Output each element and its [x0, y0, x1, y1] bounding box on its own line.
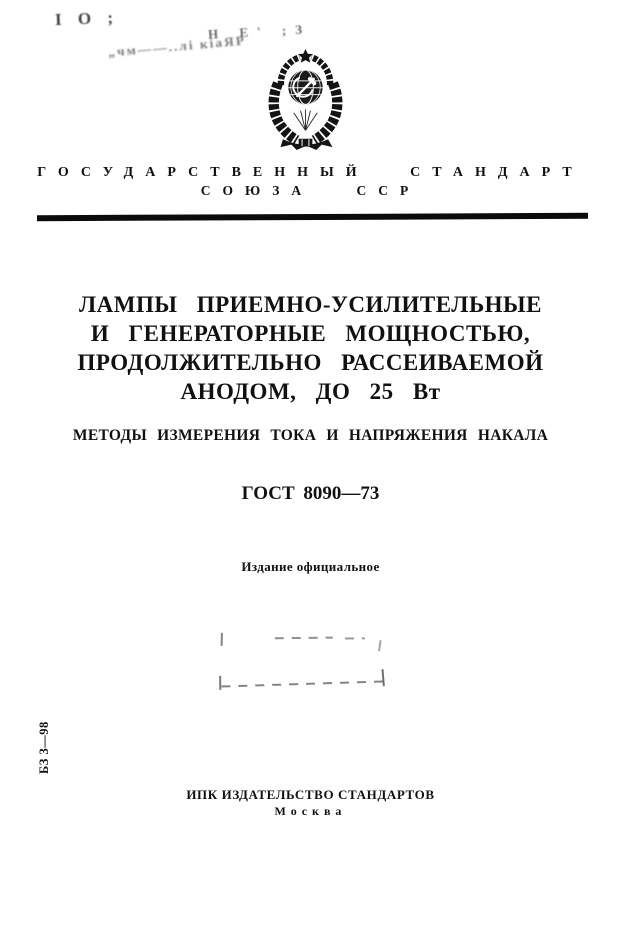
- stamp-box-tick-top-right: [378, 640, 382, 651]
- stamp-box-tick-top-left: [221, 633, 223, 646]
- title-line-3: ПРОДОЛЖИТЕЛЬНО РАССЕИВАЕМОЙ: [77, 350, 544, 375]
- edition-note: Издание официальное: [241, 559, 380, 574]
- stamp-box-top-dash-2: [345, 637, 365, 639]
- faded-stamp-box: [219, 631, 388, 693]
- standard-number: ГОСТ 8090—73: [241, 483, 380, 504]
- publisher-name: ИПК ИЗДАТЕЛЬСТВО СТАНДАРТОВ: [186, 787, 435, 802]
- state-standard-heading-line2: СОЮЗА ССР: [200, 183, 421, 198]
- ussr-coat-of-arms-icon: [256, 48, 355, 152]
- document-title: [40, 290, 581, 406]
- stamp-box-tick-bottom-left: [219, 676, 221, 690]
- horizontal-rule: [37, 213, 588, 221]
- margin-code-vertical: БЗ 3—98: [37, 721, 51, 774]
- ink-stamp-fragment-1: І О ;: [54, 7, 120, 30]
- title-line-1: ЛАМПЫ ПРИЕМНО-УСИЛИТЕЛЬНЫЕ: [79, 292, 542, 317]
- publisher-city: Москва: [274, 804, 347, 818]
- state-standard-heading-line1: ГОСУДАРСТВЕННЫЙ СТАНДАРТ: [37, 165, 584, 180]
- document-subtitle: МЕТОДЫ ИЗМЕРЕНИЯ ТОКА И НАПРЯЖЕНИЯ НАКАЛА: [72, 427, 549, 444]
- title-line-4: АНОДОМ, ДО 25 Вт: [180, 379, 441, 404]
- stamp-box-tick-bottom-right: [381, 669, 384, 686]
- title-line-2: И ГЕНЕРАТОРНЫЕ МОЩНОСТЬЮ,: [90, 321, 531, 346]
- stamp-box-top-dash-1: [275, 637, 333, 640]
- ink-stamp-smudge: „чм——..лі кіаЯР: [107, 33, 247, 60]
- stamp-box-bottom-dash: [221, 680, 383, 687]
- ink-stamp-fragment-2: Н Е' ;З: [207, 21, 312, 42]
